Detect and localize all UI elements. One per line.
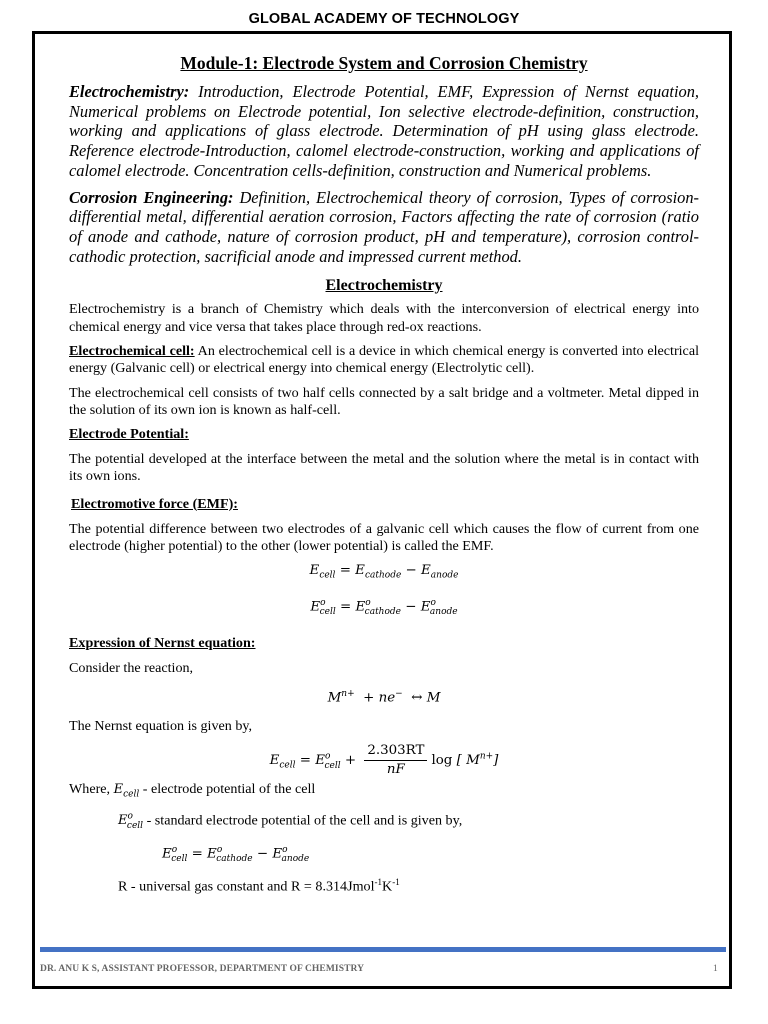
syllabus-electrochemistry-label: Electrochemistry: (69, 82, 190, 101)
eq1-r2-sub: anode (430, 570, 459, 581)
nernst-denominator: nF (386, 762, 405, 778)
module-title: Module-1: Electrode System and Corrosion Chemistry (180, 53, 588, 73)
syllabus-electrochemistry (69, 82, 699, 181)
syllabus-corrosion (69, 188, 699, 267)
footer-divider (40, 947, 726, 952)
standard-emf-equation: $E^o_{cell} = E^o_{cathode} - E^o_{anode}$ (310, 597, 458, 618)
emf-heading: Electromotive force (EMF): (71, 495, 238, 512)
intro-paragraph: Electrochemistry is a branch of Chemistry which deals with the interconversion of electrical energy into chemical energy and vice versa that takes place through red-ox reactions. (69, 301, 699, 335)
syllabus-corrosion-label: Corrosion Engineering: (69, 187, 234, 207)
nernst-fraction (364, 742, 427, 779)
nernst-heading: Expression of Nernst equation: (69, 635, 256, 652)
standard-cell-equation: $E^o_{cell} = E^o_{cathode} - E^o_{anode}$ (162, 845, 310, 865)
r-mid: K (382, 879, 393, 896)
eq1-lhs-sub: cell (319, 570, 336, 581)
section-title: Electrochemistry (325, 277, 443, 295)
where-prefix: Where, (69, 781, 114, 798)
where-standard: $E^o_{cell}$ - standard electrode potential of the cell and is given by, (118, 812, 463, 831)
half-cell-paragraph: The electrochemical cell consists of two half cells connected by a salt bridge and a voltmeter. Metal dipped in the solution of its own ion is known as half-cell. (69, 384, 699, 418)
gas-constant (118, 874, 699, 896)
syllabus-electrochemistry-text: Introduction, Electrode Potential, EMF, Expression of Nernst equation, Numerical problems on Electrode potential, Ion selective electrode-definition, construction, working and applications of glass electrode. Determination of pH using glass electrode. Reference electrode-Introduction, calomel electrode-construction, working and applications of calomel electrode. Concentration cells-definition, construction and Numerical problems. (69, 82, 699, 180)
cell-paragraph (69, 343, 699, 378)
eq1-r1-sub: cathode (364, 570, 402, 581)
emf-text: The potential difference between two electrodes of a galvanic cell which causes the flow of current from one electrode (higher potential) to the other (lower potential) is called the EMF. (69, 520, 699, 554)
syllabus-corrosion-text: Definition, Electrochemical theory of corrosion, Types of corrosion-differential metal, differential aeration corrosion, Factors affecting the rate of corrosion (ratio of anode and cathode, nature of corrosion product, pH and temperature), corrosion control-cathodic protection, sacrificial anode and impressed current method. (69, 187, 699, 266)
std-desc: - standard electrode potential of the cell and is given by, (143, 812, 463, 829)
emf-equation: $E_{cell} = E_{cathode} - E_{anode}$ (309, 563, 459, 581)
cell-text: An electrochemical cell is a device in which chemical energy is converted into electrical energy (Galvanic cell) or electrical energy into chemical energy (Electrolytic cell). (69, 342, 699, 377)
page-number: 1 (713, 964, 718, 974)
nernst-given-by: The Nernst equation is given by, (69, 717, 253, 734)
r-sup1: -1 (374, 877, 383, 888)
footer-author: DR. ANU K S, ASSISTANT PROFESSOR, DEPARTMENT OF CHEMISTRY (40, 964, 365, 974)
nernst-log: log (431, 753, 453, 769)
nernst-equation: $E_{cell} = E^o_{cell}$ + $\frac{2.303RT}{nF}$ log [ $M^{n+}$] (269, 743, 499, 778)
electrode-potential-heading: Electrode Potential: (69, 426, 189, 443)
consider-reaction: Consider the reaction, (69, 660, 194, 677)
cell-label: Electrochemical cell: (69, 342, 195, 359)
institution-header: GLOBAL ACADEMY OF TECHNOLOGY (248, 11, 520, 27)
reaction-equation: $M^{n+} + ne^-$ ↔ M (327, 689, 441, 706)
where-ecell-desc: - electrode potential of the cell (139, 781, 316, 798)
where-ecell: Where, $E_{cell}$ - electrode potential of the cell (69, 781, 316, 800)
nernst-numerator: 2.303RT (364, 742, 427, 761)
electrode-potential-text: The potential developed at the interface between the metal and the solution where the metal is in contact with its own ions. (69, 451, 699, 485)
page-content (69, 50, 699, 903)
r-desc-prefix: R - universal gas constant and R = 8.314Jmol (118, 879, 375, 896)
r-sup2: -1 (392, 877, 400, 888)
